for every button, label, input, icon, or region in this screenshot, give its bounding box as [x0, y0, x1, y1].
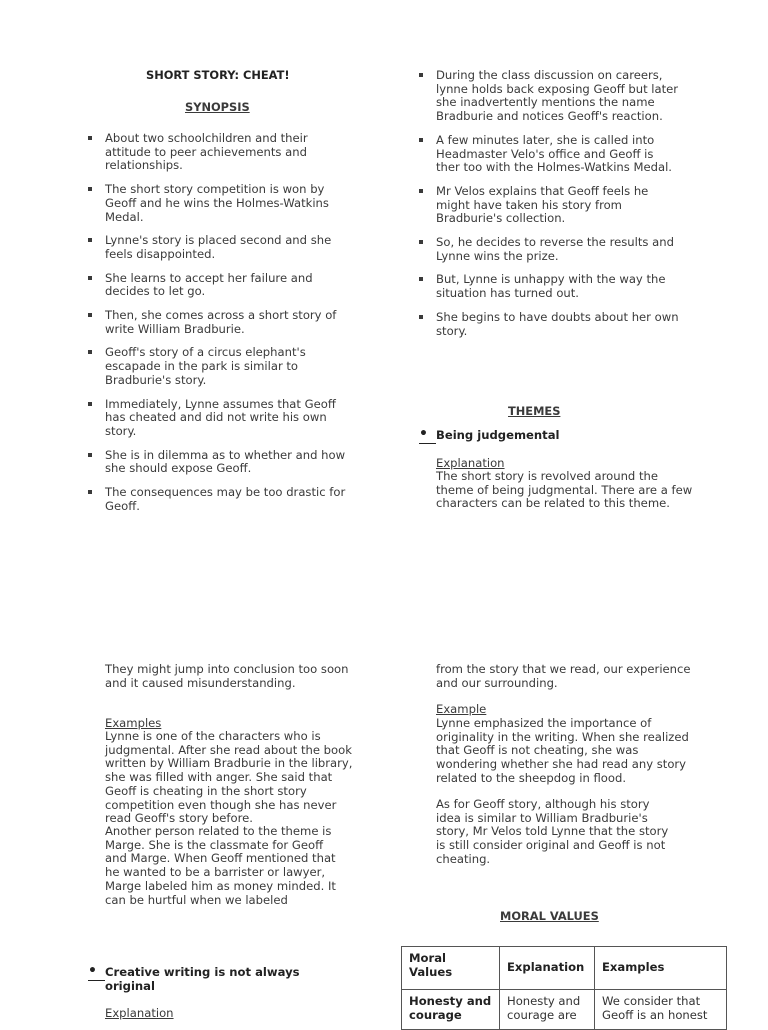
- list-item: The consequences may be too drastic for Geoff.: [88, 486, 346, 513]
- list-item: But, Lynne is unhappy with the way the situation has turned out.: [419, 273, 679, 300]
- synopsis-list-left: [88, 132, 346, 523]
- themes-heading: THEMES: [508, 404, 561, 418]
- explanation-text: The short story is revolved around the theme of being judgmental. There are a few characters can be related to this theme.: [436, 469, 693, 511]
- explanation-label: Explanation: [105, 1006, 174, 1020]
- table-cell: Honesty and courage are: [500, 990, 595, 1030]
- list-item: About two schoolchildren and their attitude to peer achievements and relationships.: [88, 132, 346, 173]
- bullet-dot-icon: •: [88, 963, 97, 979]
- list-item: Geoff's story of a circus elephant's escapade in the park is similar to Bradburie's story.: [88, 346, 346, 387]
- left-intro-text: They might jump into conclusion too soon and it caused misunderstanding.: [105, 662, 349, 690]
- bullet-underline: [419, 443, 436, 444]
- list-item: She is in dilemma as to whether and how she should expose Geoff.: [88, 449, 346, 476]
- theme-title: Creative writing is not always original: [105, 965, 300, 993]
- table-header-cell: Explanation: [500, 947, 595, 990]
- examples-label: Examples: [105, 716, 162, 730]
- table-header-cell: Moral Values: [402, 947, 500, 990]
- examples-text-1: Lynne is one of the characters who is judgmental. After she read about the book written by William Bradburie in the library, she was filled with anger. She said that Geoff is cheating in the short story competition even though she has never read Geoff's story before.: [105, 729, 353, 826]
- list-item: Then, she comes across a short story of write William Bradburie.: [88, 309, 346, 336]
- example-text-2: As for Geoff story, although his story idea is similar to William Bradburie's story, Mr Velos told Lynne that the story is still consider original and Geoff is not cheating.: [436, 797, 669, 866]
- example-text-1: Lynne emphasized the importance of originality in the writing. When she realized that Geoff is not cheating, she was wondering whether she had read any story related to the sheepdog in flood.: [436, 716, 689, 785]
- list-item: Lynne's story is placed second and she feels disappointed.: [88, 234, 346, 261]
- list-item: A few minutes later, she is called into Headmaster Velo's office and Geoff is ther too with the Holmes-Watkins Medal.: [419, 134, 679, 175]
- page-title: SHORT STORY: CHEAT!: [146, 68, 290, 82]
- table-cell: We consider that Geoff is an honest: [595, 990, 727, 1030]
- list-item: She learns to accept her failure and decides to let go.: [88, 272, 346, 299]
- example-label: Example: [436, 702, 487, 716]
- table-header-row: [402, 947, 727, 990]
- list-item: She begins to have doubts about her own story.: [419, 311, 679, 338]
- moral-values-table: [401, 946, 727, 1030]
- bullet-underline: [88, 980, 105, 981]
- list-item: Immediately, Lynne assumes that Geoff has cheated and did not write his own story.: [88, 398, 346, 439]
- bullet-dot-icon: •: [419, 426, 428, 442]
- list-item: During the class discussion on careers, lynne holds back exposing Geoff but later she inadvertently mentions the name Bradburie and notices Geoff's reaction.: [419, 69, 679, 124]
- moral-values-heading: MORAL VALUES: [500, 909, 599, 923]
- examples-text-2: Another person related to the theme is Marge. She is the classmate for Geoff and Marge. When Geoff mentioned that he wanted to be a barrister or lawyer, Marge labeled him as money minded. It can be hurtful when we labeled: [105, 824, 336, 907]
- list-item: The short story competition is won by Geoff and he wins the Holmes-Watkins Medal.: [88, 183, 346, 224]
- explanation-label: Explanation: [436, 456, 505, 470]
- theme-title: Being judgemental: [436, 428, 560, 442]
- table-header-cell: Examples: [595, 947, 727, 990]
- synopsis-heading: SYNOPSIS: [185, 100, 250, 114]
- right-intro-text: from the story that we read, our experience and our surrounding.: [436, 662, 691, 690]
- list-item: So, he decides to reverse the results and Lynne wins the prize.: [419, 236, 679, 263]
- table-cell: Honesty and courage: [402, 990, 500, 1030]
- synopsis-list-right: [419, 69, 679, 348]
- list-item: Mr Velos explains that Geoff feels he might have taken his story from Bradburie's collection.: [419, 185, 679, 226]
